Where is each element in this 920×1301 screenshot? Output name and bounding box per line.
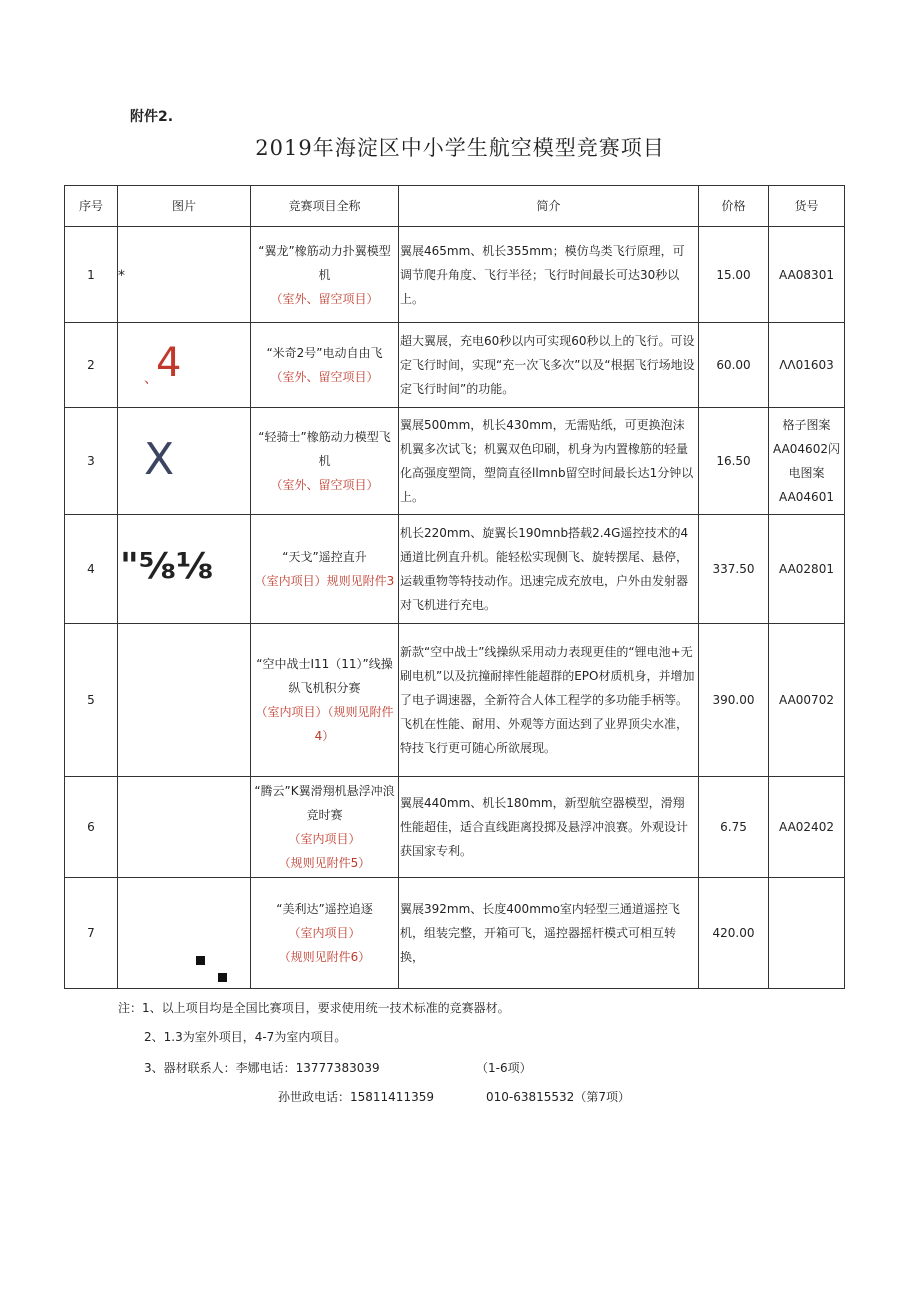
item-picture xyxy=(118,878,251,989)
item-price: 60.00 xyxy=(699,323,769,408)
row-number: 2 xyxy=(65,323,118,408)
picture-glyph: "⅝⅛ xyxy=(120,546,214,587)
row-number: 3 xyxy=(65,408,118,515)
item-intro: 翼展392mm、长度400mmo室内轻型三通道遥控飞机，组装完整，开箱可飞，遥控器摇杆模式可相互转换， xyxy=(399,878,699,989)
item-rule: （规则见附件6） xyxy=(278,950,371,964)
table-row xyxy=(65,624,845,777)
item-price: 420.00 xyxy=(699,878,769,989)
col-header-picture: 图片 xyxy=(118,186,251,227)
row-number: 4 xyxy=(65,515,118,624)
item-price: 15.00 xyxy=(699,227,769,323)
picture-glyph: * xyxy=(118,268,125,284)
item-intro: 翼展465mm、机长355mm；模仿鸟类飞行原理，可调节爬升角度、飞行半径；飞行时间最长可达30秒以上。 xyxy=(399,227,699,323)
item-sku: ΛΛ01603 xyxy=(769,323,845,408)
item-picture xyxy=(118,624,251,777)
note-4-tail: 010-63815532（第7项） xyxy=(486,1090,630,1104)
note-3-range: （1-6项） xyxy=(476,1061,532,1075)
item-category: （室外、留空项目） xyxy=(270,478,379,492)
item-category: （室内项目）规则见附件3 xyxy=(254,574,395,588)
note-4: 孙世政电话：15811411359 xyxy=(278,1090,434,1104)
item-sku: AA02402 xyxy=(769,777,845,878)
item-category: （室内项目）（规则见附件4） xyxy=(255,705,394,743)
table-row xyxy=(65,515,845,624)
item-intro: 机长220mm、旋翼长190mnb搭载2.4G遥控技术的4通道比例直升机。能轻松实现侧飞、旋转摆尾、悬停，运载重物等特技动作。迅速完成充放电，户外由发射器对飞机进行充电。 xyxy=(399,515,699,624)
item-intro: 超大翼展，充电60秒以内可实现60秒以上的飞行。可设定飞行时间，实现“充一次飞多次”以及“根据飞行场地设定飞行时间”的功能。 xyxy=(399,323,699,408)
row-number: 7 xyxy=(65,878,118,989)
item-name: “腾云”K翼滑翔机悬浮冲浪竞时赛 xyxy=(254,784,395,822)
item-category: （室内项目） xyxy=(288,832,361,846)
item-price: 337.50 xyxy=(699,515,769,624)
picture-glyph: X xyxy=(144,434,175,485)
item-price: 390.00 xyxy=(699,624,769,777)
item-rule: （规则见附件5） xyxy=(278,856,371,870)
item-intro: 翼展500mm，机长430mm，无需贴纸，可更换泡沫机翼多次试飞；机翼双色印刷，机身为内置橡筋的轻量化高强度塑筒，塑筒直径llmnb留空时间最长达1分钟以上。 xyxy=(399,408,699,515)
item-picture xyxy=(118,323,251,408)
item-name: “空中战士I11（11）”线操纵飞机积分赛 xyxy=(256,657,393,695)
competition-table xyxy=(64,185,845,989)
note-2: 2、1.3为室外项目，4-7为室内项目。 xyxy=(144,1030,347,1044)
item-sku: 格子图案AA04602闪电图案AA04601 xyxy=(769,408,845,515)
item-picture xyxy=(118,227,251,323)
item-sku: AA08301 xyxy=(769,227,845,323)
table-row xyxy=(65,878,845,989)
item-name: “美利达”遥控追逐 xyxy=(276,902,373,916)
col-header-name: 竞赛项目全称 xyxy=(251,186,399,227)
item-picture xyxy=(118,408,251,515)
picture-glyph: 4 xyxy=(156,340,182,386)
item-picture xyxy=(118,515,251,624)
item-intro: 新款“空中战士”线操纵采用动力表现更佳的“锂电池+无刷电机”以及抗撞耐摔性能超群的EPO材质机身，并增加了电子调速器，全新符合人体工程学的多功能手柄等。飞机在性能、耐用、外观等方面达到了业界顶尖水准，特技飞行更可随心所欲展现。 xyxy=(399,624,699,777)
picture-mark: 、 xyxy=(144,371,158,387)
col-header-price: 价格 xyxy=(699,186,769,227)
table-header-row xyxy=(65,186,845,227)
item-price: 6.75 xyxy=(699,777,769,878)
table-row xyxy=(65,227,845,323)
attachment-label: 附件2. xyxy=(130,109,174,125)
item-category: （室外、留空项目） xyxy=(270,291,379,306)
row-number: 1 xyxy=(65,227,118,323)
row-number: 6 xyxy=(65,777,118,878)
item-name: “轻骑士”橡筋动力模型飞机 xyxy=(258,430,391,468)
item-name: “天戈”遥控直升 xyxy=(282,550,367,564)
item-sku xyxy=(769,878,845,989)
item-name: “米奇2号”电动自由飞 xyxy=(266,346,383,360)
col-header-sku: 货号 xyxy=(769,186,845,227)
table-row xyxy=(65,408,845,515)
item-category: （室外、留空项目） xyxy=(270,370,379,384)
col-header-intro: 简介 xyxy=(399,186,699,227)
table-row xyxy=(65,323,845,408)
item-name: “翼龙”橡筋动力扑翼模型机 xyxy=(258,243,391,282)
page-title: 2019年海淀区中小学生航空模型竞赛项目 xyxy=(255,136,665,160)
item-price: 16.50 xyxy=(699,408,769,515)
note-3: 3、器材联系人：李娜电话：13777383039 xyxy=(144,1061,380,1075)
item-category: （室内项目） xyxy=(288,926,361,940)
picture-block xyxy=(218,973,227,982)
item-sku: AA02801 xyxy=(769,515,845,624)
item-picture xyxy=(118,777,251,878)
note-1: 注：1、以上项目均是全国比赛项目，要求使用统一技术标准的竞赛器材。 xyxy=(118,1001,510,1015)
table-row xyxy=(65,777,845,878)
col-header-no: 序号 xyxy=(65,186,118,227)
row-number: 5 xyxy=(65,624,118,777)
picture-block xyxy=(196,956,205,965)
item-intro: 翼展440mm、机长180mm，新型航空器模型，滑翔性能超佳，适合直线距离投掷及悬浮冲浪赛。外观设计获国家专利。 xyxy=(399,777,699,878)
item-sku: AA00702 xyxy=(769,624,845,777)
